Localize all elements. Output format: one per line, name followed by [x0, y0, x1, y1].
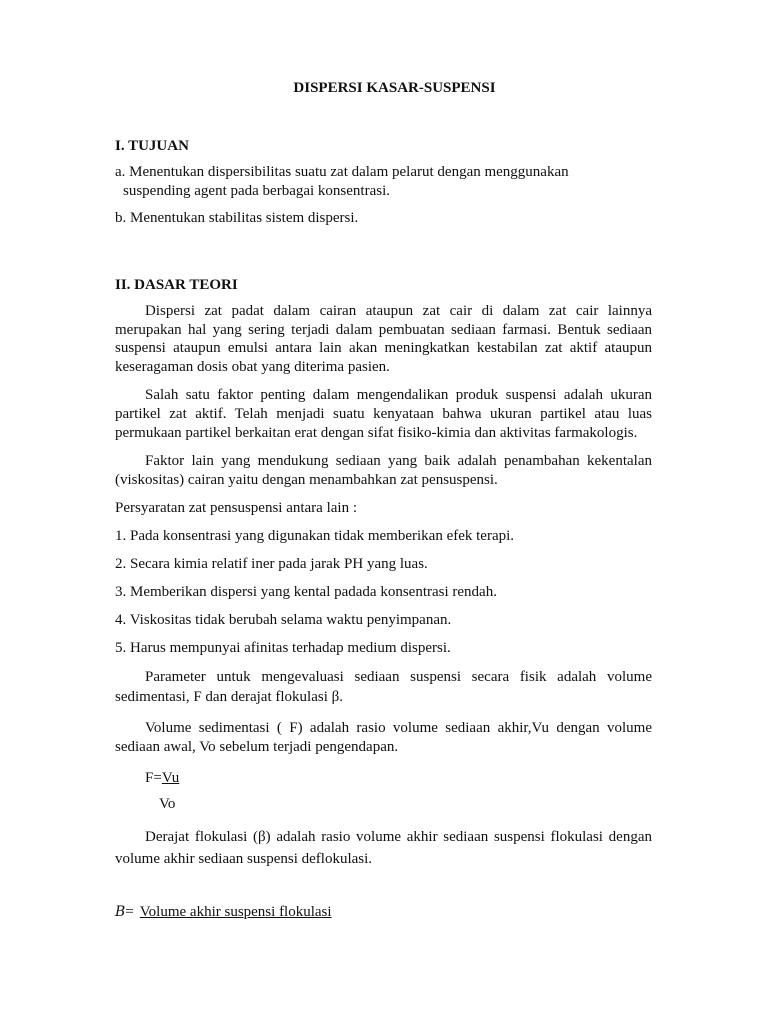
section-heading-tujuan: I. TUJUAN	[115, 138, 189, 154]
formula-beta	[115, 904, 652, 921]
paragraph-dispersi: Dispersi zat padat dalam cairan ataupun zat cair di dalam zat cair lainnya merupakan hal yang sering terjadi dalam pembuatan sediaan farmasi. Bentuk sediaan suspensi ataupun emulsi antara lain akan meningkatkan kestabilan zat aktif ataupun keseragaman dosis obat yang diterima pasien.	[115, 303, 652, 375]
spacer	[115, 238, 652, 262]
requirements-intro: Persyaratan zat pensuspensi antara lain :	[115, 500, 357, 517]
paragraph-volume-sedimentasi: Volume sedimentasi ( F) adalah rasio volume sediaan akhir,Vu dengan volume sediaan awal, Vo sebelum terjadi pengendapan.	[115, 720, 652, 755]
paragraph-viskositas: Faktor lain yang mendukung sediaan yang baik adalah penambahan kekentalan (viskositas) cairan yaitu dengan menambahkan zat pensuspensi.	[115, 453, 652, 488]
list-item-b: b. Menentukan stabilitas sistem dispersi.	[115, 210, 359, 226]
document-title: DISPERSI KASAR-SUSPENSI	[293, 80, 496, 96]
list-item-a-line1: a. Menentukan dispersibilitas suatu zat dalam pelarut dengan menggunakan	[115, 164, 569, 180]
formula-f	[115, 769, 652, 814]
formula-denominator: Vo	[159, 795, 176, 812]
paragraph-parameter: Parameter untuk mengevaluasi sediaan suspensi secara fisik adalah volume sedimentasi, F dan derajat flokulasi β.	[115, 669, 652, 706]
formula-lhs: F=	[145, 769, 162, 786]
list-item-a-line2: suspending agent pada berbagai konsentrasi.	[123, 183, 391, 199]
requirement-item: 1. Pada konsentrasi yang digunakan tidak memberikan efek terapi.	[115, 528, 515, 545]
requirement-item: 3. Memberikan dispersi yang kental padada konsentrasi rendah.	[115, 584, 497, 601]
requirement-item: 2. Secara kimia relatif iner pada jarak PH yang luas.	[115, 556, 428, 573]
paragraph-ukuran-partikel: Salah satu faktor penting dalam mengendalikan produk suspensi adalah ukuran partikel zat aktif. Telah menjadi suatu kenyataan bahwa ukuran partikel atau luas permukaan partikel berkaitan erat dengan sifat fisiko-kimia dan aktivitas farmakologis.	[115, 387, 652, 441]
beta-symbol: B	[115, 903, 126, 920]
beta-numerator: Volume akhir suspensi flokulasi	[139, 903, 332, 920]
formula-numerator: Vu	[161, 769, 180, 786]
document-page	[115, 80, 652, 921]
list-item-a	[115, 163, 652, 201]
requirement-item: 5. Harus mempunyai afinitas terhadap medium dispersi.	[115, 640, 451, 657]
requirement-item: 4. Viskositas tidak berubah selama waktu penyimpanan.	[115, 612, 452, 629]
paragraph-derajat-flokulasi: Derajat flokulasi (β) adalah rasio volume akhir sediaan suspensi flokulasi dengan volume akhir sediaan suspensi deflokulasi.	[115, 828, 652, 867]
section-heading-dasar-teori: II. DASAR TEORI	[115, 277, 238, 293]
beta-equals: =	[125, 903, 134, 920]
